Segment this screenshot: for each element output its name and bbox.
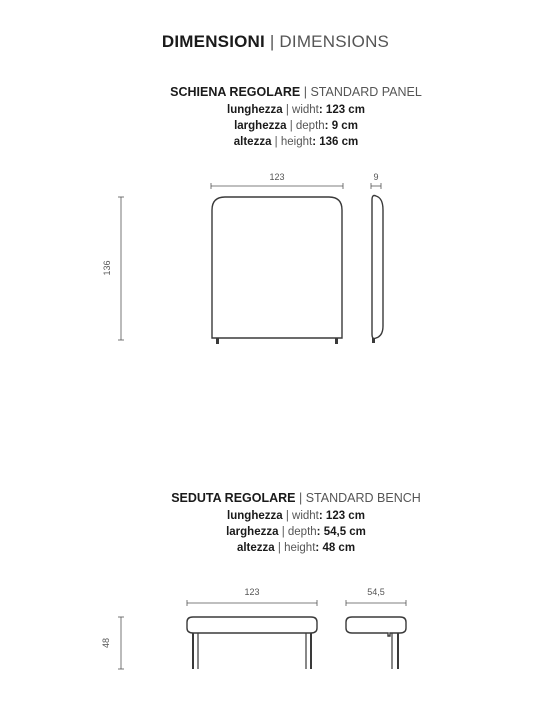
bench-section-title: SEDUTA REGOLARE | STANDARD BENCH bbox=[171, 491, 421, 505]
panel-foot-right bbox=[335, 338, 338, 344]
panel-height-label: 136 bbox=[102, 260, 112, 276]
page-title-it: DIMENSIONI bbox=[161, 32, 265, 51]
bench-title-en: STANDARD BENCH bbox=[305, 491, 421, 505]
panel-height-dimension bbox=[102, 197, 124, 340]
bench-title-it: SEDUTA REGOLARE bbox=[171, 491, 296, 505]
panel-spec-depth: larghezza | depth: 9 cm bbox=[234, 120, 358, 132]
panel-spec-width: lunghezza | widht: 123 cm bbox=[227, 104, 365, 116]
panel-front-view bbox=[211, 172, 343, 344]
bench-width-label: 123 bbox=[244, 587, 260, 597]
panel-side-outline bbox=[372, 196, 383, 339]
panel-depth-label: 9 bbox=[373, 172, 379, 182]
panel-width-label: 123 bbox=[269, 172, 285, 182]
page-title-en: DIMENSIONS bbox=[279, 32, 390, 51]
panel-side-view bbox=[371, 172, 383, 343]
bench-front-seat bbox=[187, 617, 317, 633]
bench-spec-width: lunghezza | widht: 123 cm bbox=[227, 510, 365, 522]
bench-spec-height: altezza | height: 48 cm bbox=[236, 542, 356, 554]
bench-depth-label: 54,5 bbox=[367, 587, 385, 597]
bench-height-dimension bbox=[101, 617, 124, 669]
bench-spec-depth: larghezza | depth: 54,5 cm bbox=[226, 526, 366, 538]
bench-height-label: 48 bbox=[101, 637, 111, 649]
panel-title-en: STANDARD PANEL bbox=[310, 85, 422, 99]
bench-spec-list bbox=[0, 508, 551, 556]
panel-spec-height: altezza | height: 136 cm bbox=[233, 136, 359, 148]
panel-front-outline bbox=[212, 197, 342, 338]
page-title-separator: | bbox=[264, 32, 280, 51]
panel-section-title: SCHIENA REGOLARE | STANDARD PANEL bbox=[170, 85, 422, 99]
panel-title-it: SCHIENA REGOLARE bbox=[170, 85, 301, 99]
panel-foot-left bbox=[216, 338, 219, 344]
bench-side-view bbox=[346, 587, 406, 669]
bench-front-view bbox=[187, 587, 317, 669]
